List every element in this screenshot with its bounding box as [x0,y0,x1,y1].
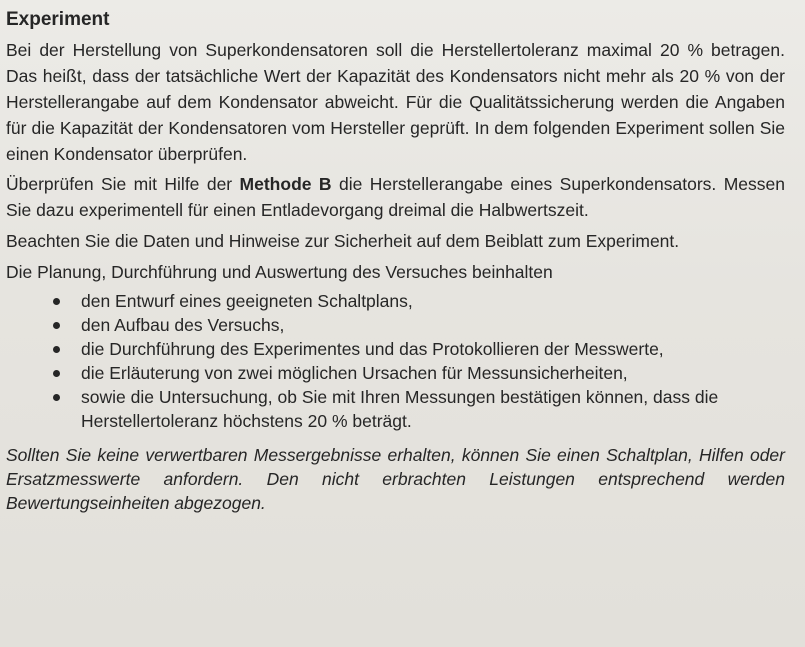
tasks-intro-paragraph: Die Planung, Durchführung und Auswertung des Versuches beinhalten [6,262,553,282]
list-item [6,337,785,361]
bullet-icon [53,394,60,401]
page-title: Experiment [6,9,110,30]
task-list [6,289,785,433]
bullet-icon [53,298,60,305]
list-item [6,361,785,385]
list-item-text: den Aufbau des Versuchs, [81,315,285,335]
bullet-icon [53,346,60,353]
bullet-icon [53,322,60,329]
list-item-text: die Erläuterung von zwei möglichen Ursachen für Messunsicherheiten, [81,363,628,383]
method-text-before: Überprüfen Sie mit Hilfe der [6,174,240,194]
method-name: Methode B [239,174,332,194]
list-item-text: sowie die Untersuchung, ob Sie mit Ihren Messungen bestätigen können, dass die Herstellertoleranz höchstens 20 % beträgt. [81,387,719,431]
bullet-icon [53,370,60,377]
list-item-text: die Durchführung des Experimentes und das Protokollieren der Messwerte, [81,339,664,359]
list-item [6,289,785,313]
safety-paragraph: Beachten Sie die Daten und Hinweise zur Sicherheit auf dem Beiblatt zum Experiment. [6,231,680,251]
list-item-text: den Entwurf eines geeigneten Schaltplans, [81,291,413,311]
list-item [6,385,785,433]
list-item [6,313,785,337]
intro-paragraph: Bei der Herstellung von Superkondensatoren soll die Herstellertoleranz maximal 20 % betragen. Das heißt, dass der tatsächliche Wert der Kapazität des Kondensators nicht mehr als 20 % von der Herstellerangabe auf dem Kondensator abweicht. Für die Qualitätssicherung werden die Angaben für die Kapazität der Kondensatoren vom Hersteller geprüft. In dem folgenden Experiment sollen Sie einen Kondensator überprüfen. [6,40,785,164]
method-paragraph [6,171,785,223]
method-text-after: die Herstellerangabe eines Superkondensators. Messen Sie dazu experimentell für einen Entladevorgang dreimal die Halbwertszeit. [6,174,785,220]
fallback-note: Sollten Sie keine verwertbaren Messergebnisse erhalten, können Sie einen Schaltplan, Hilfen oder Ersatzmesswerte anfordern. Den nicht erbrachten Leistungen entsprechend werden Bewertungseinheiten abgezogen. [6,445,785,513]
